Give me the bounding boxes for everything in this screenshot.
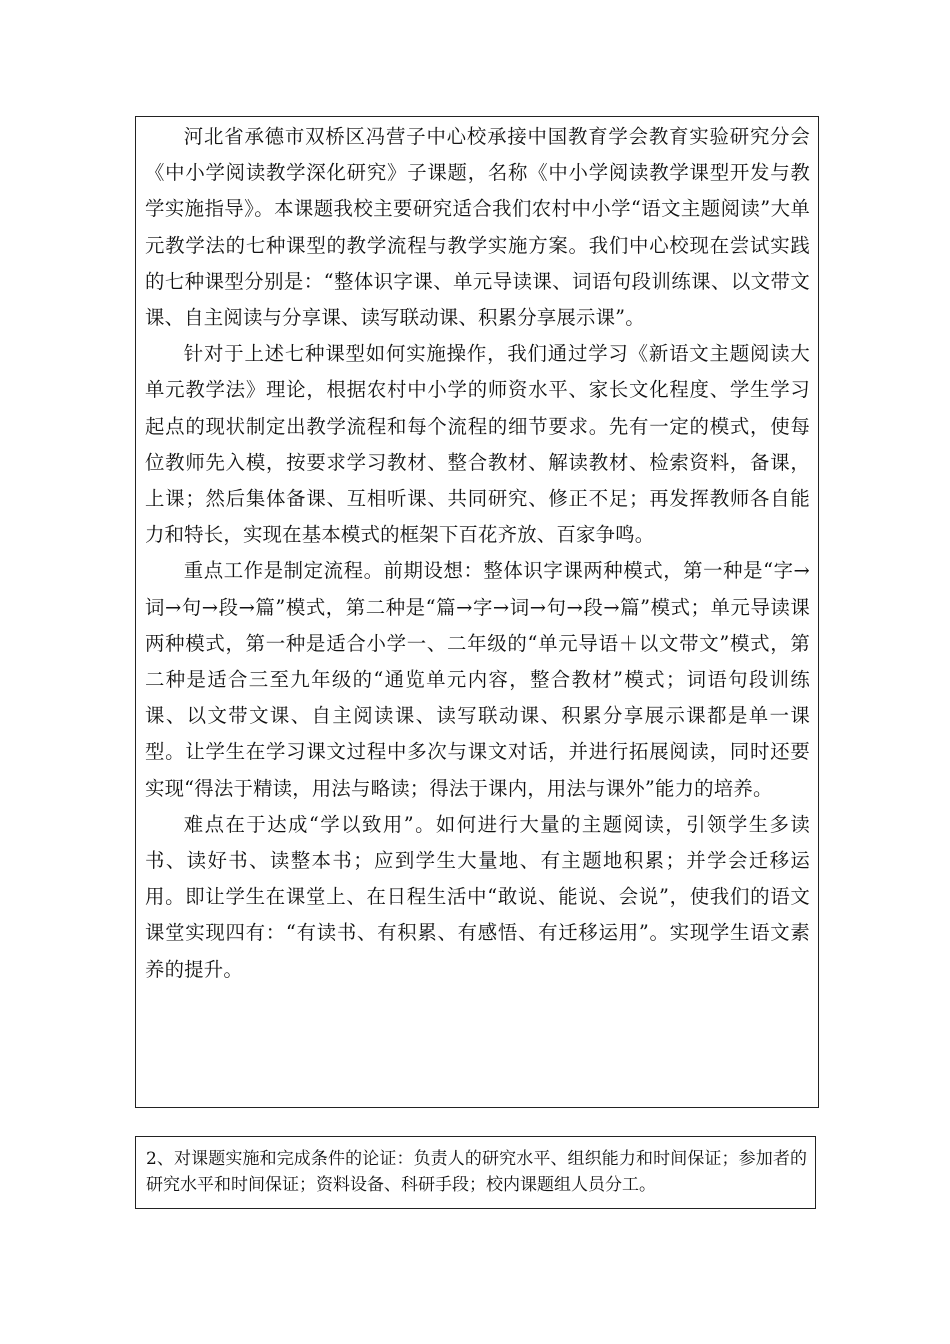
paragraph-project-intro: 河北省承德市双桥区冯营子中心校承接中国教育学会教育实验研究分会《中小学阅读教学深化研究》子课题，名称《中小学阅读教学课型开发与教学实施指导》。本课题我校主要研究适合我们农村中小学“语文主题阅读”大单元教学法的七种课型的教学流程与教学实施方案。我们中心校现在尝试实践的七种课型分别是：“整体识字课、单元导读课、词语句段训练课、以文带文课、自主阅读与分享课、读写联动课、积累分享展示课”。 bbox=[145, 125, 810, 330]
paragraph-difficulty: 难点在于达成“学以致用”。如何进行大量的主题阅读，引领学生多读书、读好书、读整本书；应到学生大量地、有主题地积累；并学会迁移运用。即让学生在课堂上、在日程生活中“敢说、能说、会说”，使我们的语文课堂实现四有：“有读书、有积累、有感悟、有迁移运用”。实现学生语文素养的提升。 bbox=[145, 812, 810, 981]
feasibility-section-box bbox=[135, 1136, 816, 1209]
paragraph-key-work: 重点工作是制定流程。前期设想：整体识字课两种模式，第一种是“字→词→句→段→篇”模式，第二种是“篇→字→词→句→段→篇”模式；单元导读课两种模式，第一种是适合小学一、二年级的“单元导语＋以文带文”模式，第二种是适合三至九年级的“通览单元内容，整合教材”模式；词语句段训练课、以文带文课、自主阅读课、读写联动课、积累分享展示课都是单一课型。让学生在学习课文过程中多次与课文对话，并进行拓展阅读，同时还要实现“得法于精读，用法与略读；得法于课内，用法与课外”能力的培养。 bbox=[145, 559, 810, 800]
paragraph-implementation: 针对于上述七种课型如何实施操作，我们通过学习《新语文主题阅读大单元教学法》理论，根据农村中小学的师资水平、家长文化程度、学生学习起点的现状制定出教学流程和每个流程的细节要求。先有一定的模式，使每位教师先入模，按要求学习教材、整合教材、解读教材、检索资料，备课，上课；然后集体备课、互相听课、共同研究、修正不足；再发挥教师各自能力和特长，实现在基本模式的框架下百花齐放、百家争鸣。 bbox=[145, 342, 810, 547]
section-heading-feasibility: 2、对课题实施和完成条件的论证：负责人的研究水平、组织能力和时间保证；参加者的研究水平和时间保证；资料设备、科研手段；校内课题组人员分工。 bbox=[146, 1149, 807, 1195]
research-content-box bbox=[135, 116, 819, 1108]
